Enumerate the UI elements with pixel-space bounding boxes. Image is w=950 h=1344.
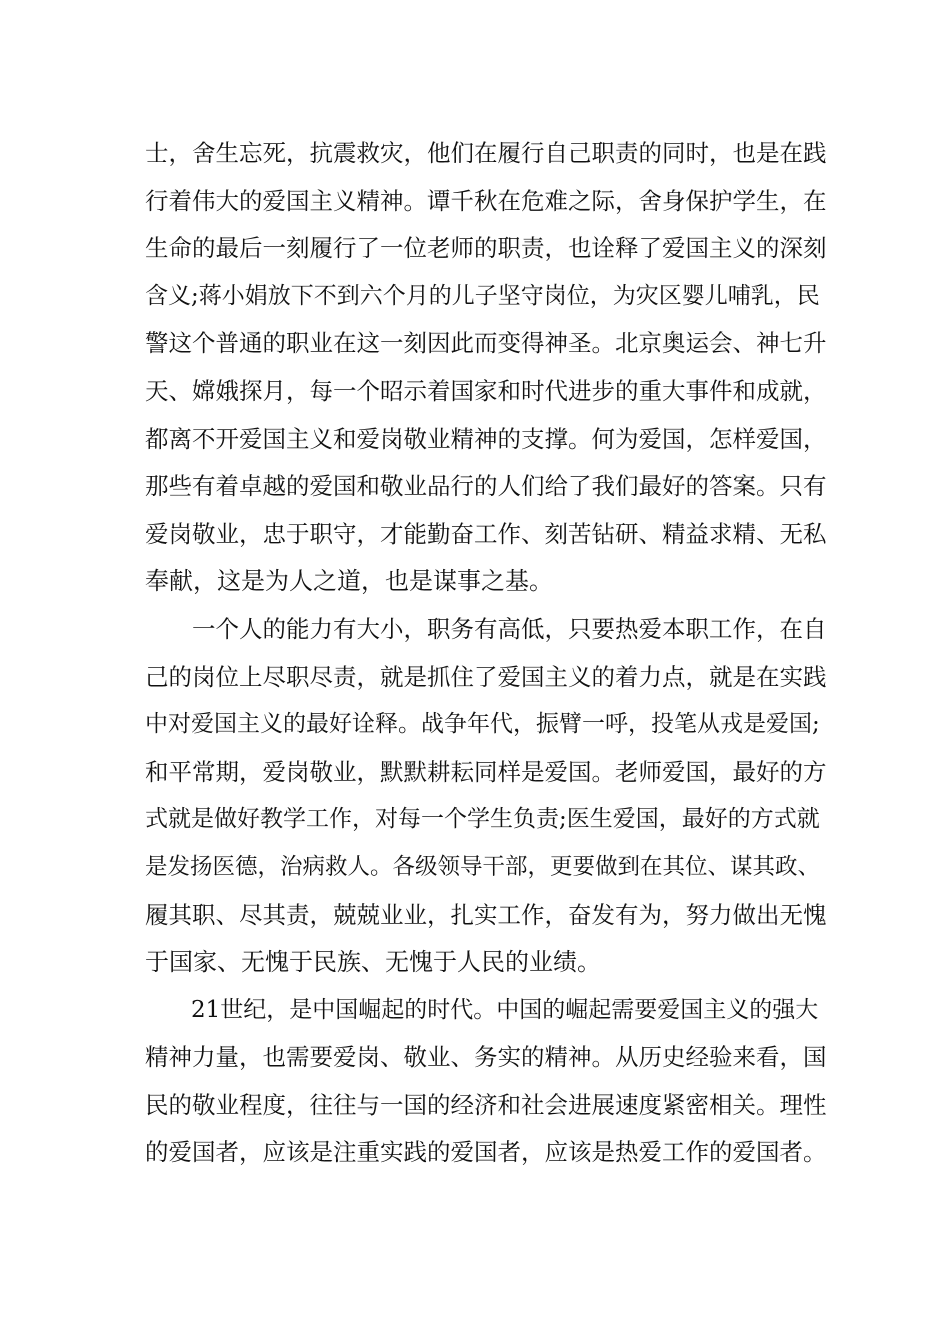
- text-line: 都离不开爱国主义和爱岗敬业精神的支撑。何为爱国，怎样爱国，: [145, 424, 827, 453]
- text-line: 士，舍生忘死，抗震救灾，他们在履行自己职责的同时，也是在践: [145, 139, 827, 167]
- text-line: 民的敬业程度，往往与一国的经济和社会进展速度紧密相关。理性: [145, 1090, 827, 1119]
- text-line: 己的岗位上尽职尽责，就是抓住了爱国主义的着力点，就是在实践: [145, 662, 827, 691]
- text-line: 那些有着卓越的爱国和敬业品行的人们给了我们最好的答案。只有: [145, 472, 827, 501]
- text-line: 精神力量，也需要爱岗、敬业、务实的精神。从历史经验来看，国: [145, 1043, 827, 1072]
- text-line: 和平常期，爱岗敬业，默默耕耘同样是爱国。老师爱国，最好的方: [145, 757, 827, 786]
- text-line: 警这个普通的职业在这一刻因此而变得神圣。北京奥运会、神七升: [145, 329, 827, 358]
- text-line: 履其职、尽其责，兢兢业业，扎实工作，奋发有为，努力做出无愧: [145, 900, 827, 929]
- body-text: [145, 130, 825, 1177]
- text-line: 含义;蒋小娟放下不到六个月的儿子坚守岗位，为灾区婴儿哺乳，民: [145, 282, 820, 309]
- text-line: 行着伟大的爱国主义精神。谭千秋在危难之际，舍身保护学生，在: [145, 186, 827, 215]
- paragraph-start-line: 21世纪，是中国崛起的时代。中国的崛起需要爱国主义的强大: [145, 996, 819, 1023]
- text-line: 生命的最后一刻履行了一位老师的职责，也诠释了爱国主义的深刻: [145, 234, 827, 263]
- text-line: 于国家、无愧于民族、无愧于人民的业绩。: [145, 948, 601, 977]
- text-line: 中对爱国主义的最好诠释。战争年代，振臂一呼，投笔从戎是爱国;: [145, 711, 820, 738]
- text-line: 式就是做好教学工作，对每一个学生负责;医生爱国，最好的方式就: [145, 806, 820, 833]
- text-line: 天、嫦娥探月，每一个昭示着国家和时代进步的重大事件和成就，: [145, 376, 827, 405]
- text-line: 是发扬医德，治病救人。各级领导干部，更要做到在其位、谋其政、: [145, 853, 821, 880]
- text-line: 奉献，这是为人之道，也是谋事之基。: [145, 567, 553, 596]
- text-line: 爱岗敬业，忠于职守，才能勤奋工作、刻苦钻研、精益求精、无私: [145, 519, 827, 548]
- paragraph-start-line: 一个人的能力有大小，职务有高低，只要热爱本职工作，在自: [145, 614, 827, 643]
- text-line: 的爱国者，应该是注重实践的爱国者，应该是热爱工作的爱国者。: [145, 1138, 827, 1167]
